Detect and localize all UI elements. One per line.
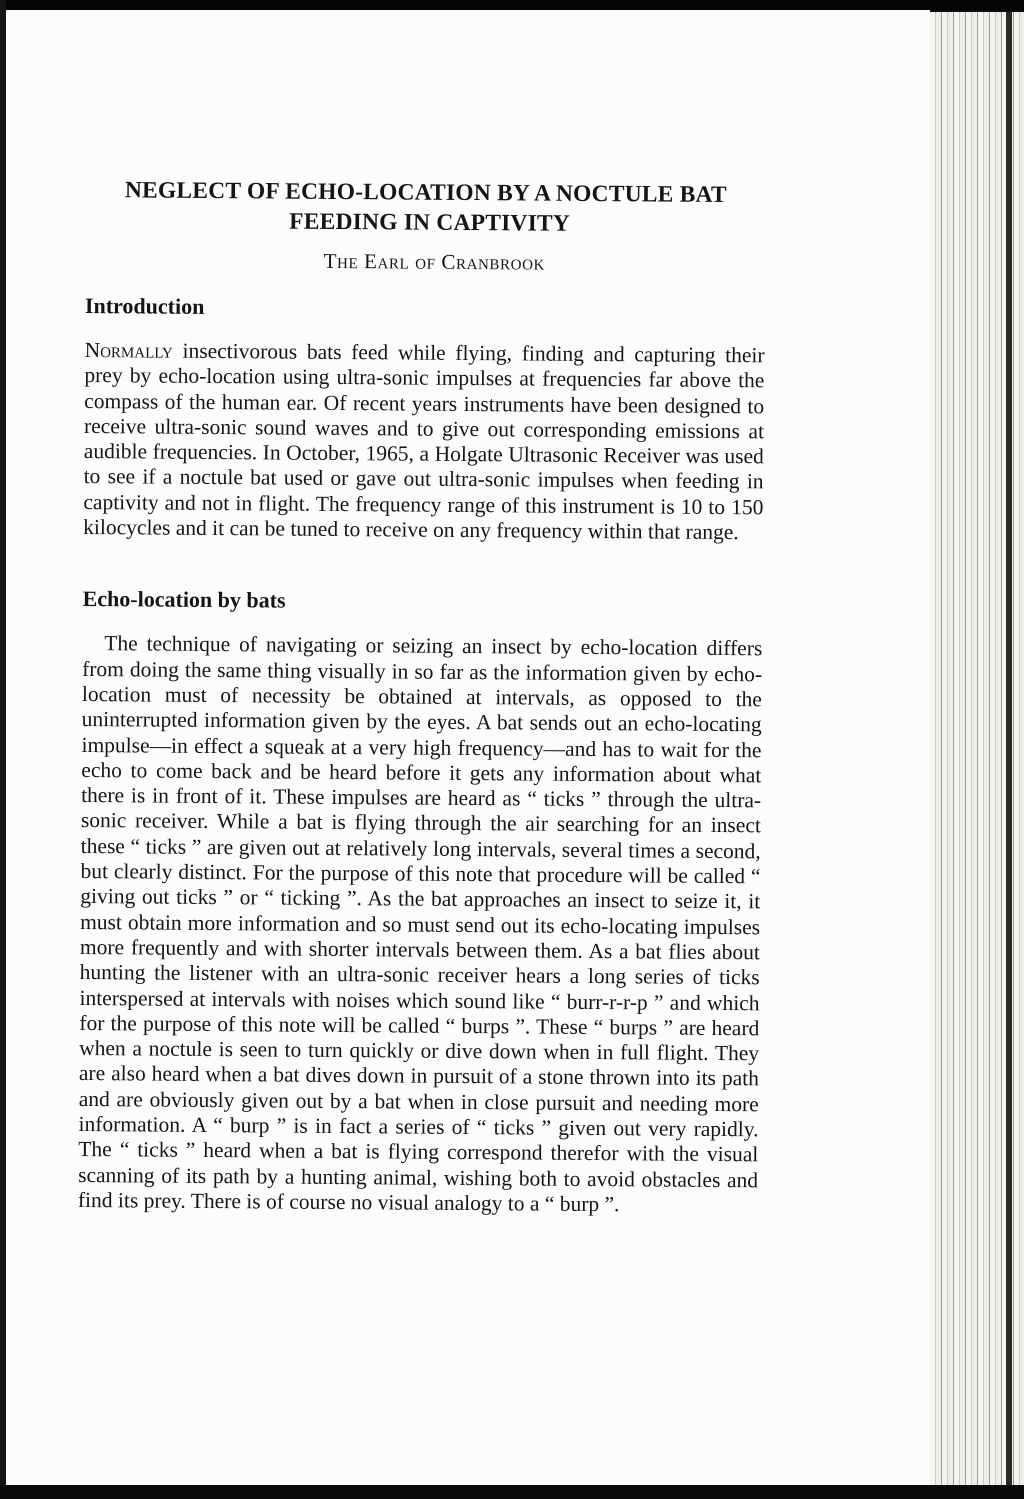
book-page [6, 10, 930, 1485]
scan-bottom-edge [0, 1485, 1024, 1499]
book-spine-shadow [1006, 12, 1012, 1487]
introduction-text: insectivorous bats feed while flying, finding and capturing their prey by echo-location using ultra-sonic impulses at frequencies far above the compass of the human ear. Of recent years instruments have been designed to receive ultra-sonic sound waves and to give out corresponding emissions at audible frequencies. In October, 1965, a Holgate Ultrasonic Receiver was used to see if a noctule bat used or gave out ultra-sonic impulses when feeding in captivity and not in flight. The frequency range of this instrument is 10 to 150 kilocycles and it can be tuned to receive on any frequency within that range. [83, 338, 765, 545]
article-title [86, 175, 766, 240]
scan-top-edge [0, 0, 1024, 10]
introduction-paragraph [83, 338, 765, 546]
title-line-2: FEEDING IN CAPTIVITY [289, 208, 571, 237]
section-heading-echo-location: Echo-location by bats [82, 586, 286, 613]
echo-location-paragraph: The technique of navigating or seizing an insect by echo-location differs from doing the same thing visually in so far as the information given by echo-location must of necessity be obtained at intervals, as opposed to the uninterrupted information given by the eyes. A bat sends out an echo-locating impulse—in effect a squeak at a very high frequency—and has to wait for the echo to come back and be heard before it gets any information about what there is in front of it. These impulses are heard as “ ticks ” through the ultra-sonic receiver. While a bat is flying through the air searching for an insect these “ ticks ” are given out at relatively long intervals, several times a second, but clearly distinct. For the purpose of this note that procedure will be called “ giving out ticks ” or “ ticking ”. As the bat approaches an insect to seize it, it must obtain more information and so must send out its echo-locating impulses more frequently and with shorter intervals between them. As a bat flies about hunting the listener with an ultra-sonic receiver hears a long series of ticks interspersed at intervals with noises which sound like “ burr-r-r-p ” and which for the purpose of this note will be called “ burps ”. These “ burps ” are heard when a noctule is seen to turn quickly or dive down when in full flight. They are also heard when a bat dives down in pursuit of a stone thrown into its path and are obviously given out by a bat when in close pursuit and needing more information. A “ burp ” is in fact a series of “ ticks ” given out very rapidly. The “ ticks ” heard when a bat is flying correspond therefor with the visual scanning of its path by a hunting animal, wishing both to avoid obstacles and find its prey. There is of course no visual analogy to a “ burp ”. [77, 631, 763, 1217]
title-line-1: NEGLECT OF ECHO-LOCATION BY A NOCTULE BAT [124, 177, 727, 209]
lead-word: Normally [84, 337, 173, 363]
page-content [78, 175, 766, 1219]
section-heading-introduction: Introduction [84, 292, 205, 319]
author-byline: The Earl of Cranbrook [323, 248, 546, 275]
